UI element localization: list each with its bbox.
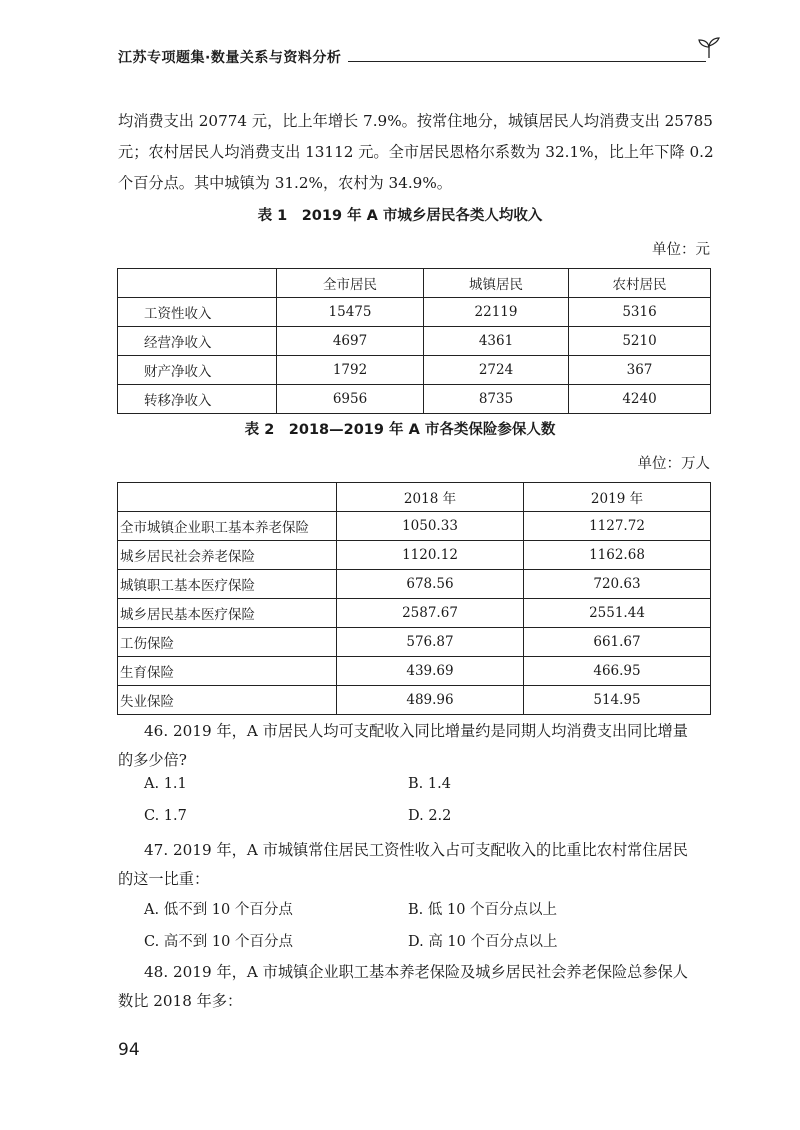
- table-cell: 4240: [569, 385, 711, 414]
- row-label: 财产净收入: [118, 356, 277, 385]
- row-label: 工伤保险: [118, 628, 337, 657]
- question-text: 的多少倍?: [118, 751, 187, 769]
- table-cell: 466.95: [524, 657, 711, 686]
- table-cell: 22119: [424, 298, 569, 327]
- table-cell: 6956: [277, 385, 424, 414]
- table-header-row: [118, 483, 711, 512]
- table-row: [118, 298, 711, 327]
- table-cell: 720.63: [524, 570, 711, 599]
- table-cell: 2724: [424, 356, 569, 385]
- table-cell: 514.95: [524, 686, 711, 715]
- table-cell: 1120.12: [337, 541, 524, 570]
- running-header: [118, 47, 718, 69]
- intro-paragraph: [118, 106, 714, 199]
- table2-unit: 单位：万人: [637, 456, 710, 472]
- table2-caption: 表 2 2018—2019 年 A 市各类保险参保人数: [244, 422, 556, 438]
- row-label: 失业保险: [118, 686, 337, 715]
- table-row: [118, 327, 711, 356]
- question-text: 的这一比重：: [118, 870, 210, 888]
- option-d[interactable]: D. 高 10 个百分点以上: [408, 934, 558, 950]
- question-text: 数比 2018 年多：: [118, 992, 243, 1010]
- question-46: [118, 717, 714, 775]
- intro-line: 均消费支出 20774 元，比上年增长 7.9%。按常住地分，城镇居民人均消费支出 25785: [118, 112, 713, 130]
- table-cell: 576.87: [337, 628, 524, 657]
- table-cell: 2551.44: [524, 599, 711, 628]
- sprout-icon: [696, 37, 722, 59]
- table-cell: 15475: [277, 298, 424, 327]
- table-cell: 1050.33: [337, 512, 524, 541]
- table-header-cell: 2019 年: [524, 483, 711, 512]
- row-label: 城乡居民社会养老保险: [118, 541, 337, 570]
- table-row: [118, 657, 711, 686]
- table-row: [118, 356, 711, 385]
- table1-caption: 表 1 2019 年 A 市城乡居民各类人均收入: [257, 208, 543, 224]
- question-text: 46. 2019 年，A 市居民人均可支配收入同比增量约是同期人均消费支出同比增量: [144, 722, 688, 740]
- option-a[interactable]: A. 低不到 10 个百分点: [144, 902, 293, 918]
- page-number: 94: [118, 1040, 140, 1060]
- table-row: [118, 599, 711, 628]
- table-header-cell: 2018 年: [337, 483, 524, 512]
- table-header-cell: [118, 269, 277, 298]
- row-label: 转移净收入: [118, 385, 277, 414]
- table-header-cell: 农村居民: [569, 269, 711, 298]
- intro-line: 个百分点。其中城镇为 31.2%，农村为 34.9%。: [118, 174, 452, 192]
- row-label: 生育保险: [118, 657, 337, 686]
- table-row: [118, 512, 711, 541]
- option-c[interactable]: C. 高不到 10 个百分点: [144, 934, 293, 950]
- option-c[interactable]: C. 1.7: [144, 808, 187, 824]
- income-table: [117, 268, 711, 414]
- table-row: [118, 686, 711, 715]
- table-cell: 439.69: [337, 657, 524, 686]
- table-cell: 4697: [277, 327, 424, 356]
- intro-line: 元；农村居民人均消费支出 13112 元。全市居民恩格尔系数为 32.1%，比上年下降 0.2: [118, 143, 714, 161]
- table-cell: 1162.68: [524, 541, 711, 570]
- table-cell: 8735: [424, 385, 569, 414]
- question-text: 48. 2019 年，A 市城镇企业职工基本养老保险及城乡居民社会养老保险总参保人: [144, 963, 688, 981]
- table-cell: 489.96: [337, 686, 524, 715]
- row-label: 经营净收入: [118, 327, 277, 356]
- table-row: [118, 385, 711, 414]
- table1-unit: 单位：元: [652, 242, 710, 258]
- table-cell: 5316: [569, 298, 711, 327]
- table-row: [118, 570, 711, 599]
- table-header-row: [118, 269, 711, 298]
- table-cell: 661.67: [524, 628, 711, 657]
- header-rule: [348, 61, 706, 62]
- option-b[interactable]: B. 低 10 个百分点以上: [408, 902, 558, 918]
- table-cell: 5210: [569, 327, 711, 356]
- table-cell: 678.56: [337, 570, 524, 599]
- insurance-table: [117, 482, 711, 715]
- table-header-cell: 城镇居民: [424, 269, 569, 298]
- question-48: [118, 958, 714, 1016]
- row-label: 全市城镇企业职工基本养老保险: [118, 512, 337, 541]
- option-d[interactable]: D. 2.2: [408, 808, 452, 824]
- table-cell: 4361: [424, 327, 569, 356]
- table-cell: 2587.67: [337, 599, 524, 628]
- option-b[interactable]: B. 1.4: [408, 776, 451, 792]
- table-cell: 1127.72: [524, 512, 711, 541]
- row-label: 工资性收入: [118, 298, 277, 327]
- question-text: 47. 2019 年，A 市城镇常住居民工资性收入占可支配收入的比重比农村常住居民: [144, 841, 688, 859]
- table-cell: 367: [569, 356, 711, 385]
- table-header-cell: [118, 483, 337, 512]
- table-cell: 1792: [277, 356, 424, 385]
- row-label: 城镇职工基本医疗保险: [118, 570, 337, 599]
- option-a[interactable]: A. 1.1: [144, 776, 187, 792]
- table-header-cell: 全市居民: [277, 269, 424, 298]
- table-row: [118, 541, 711, 570]
- table-row: [118, 628, 711, 657]
- question-47: [118, 836, 714, 894]
- header-title: 江苏专项题集·数量关系与资料分析: [118, 50, 342, 66]
- row-label: 城乡居民基本医疗保险: [118, 599, 337, 628]
